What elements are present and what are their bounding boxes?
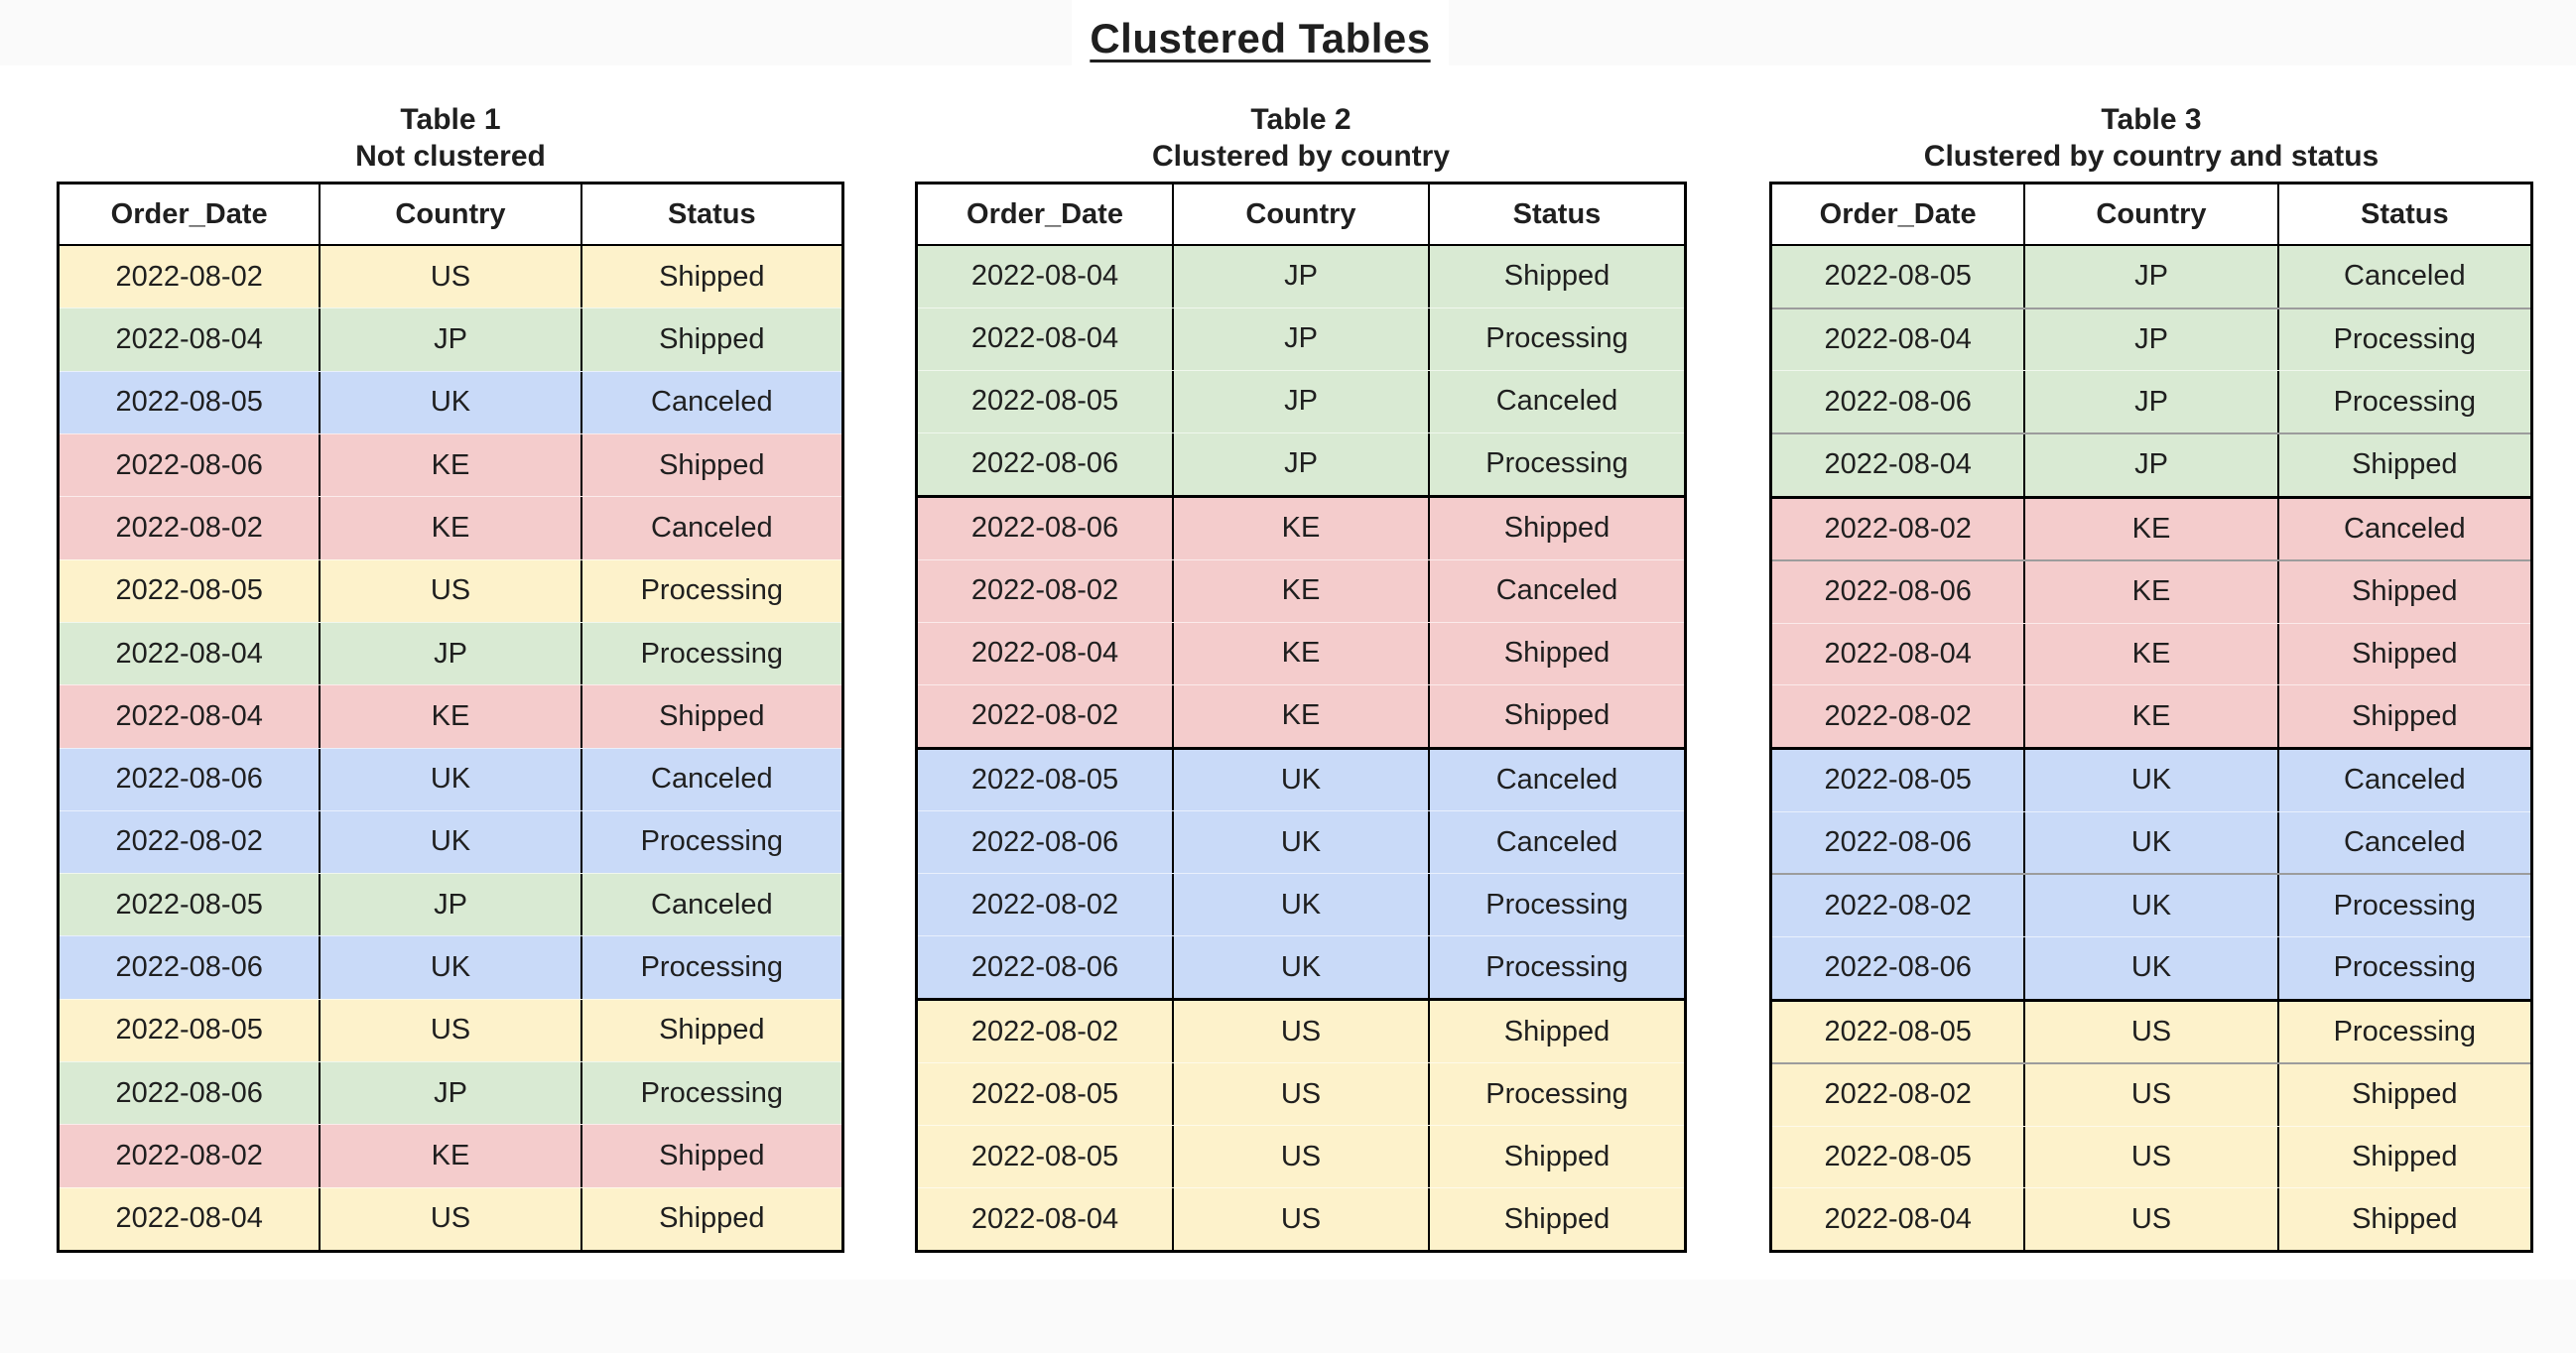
status-cell: Shipped xyxy=(2277,685,2530,747)
table-row xyxy=(1772,1187,2530,1250)
country-cell: UK xyxy=(319,811,580,873)
table-title: Table 3 xyxy=(2101,103,2202,136)
order-date-cell: 2022-08-02 xyxy=(970,574,1119,607)
status-cell: Processing xyxy=(1428,433,1684,495)
data-table xyxy=(57,182,844,1253)
column-header-country: Country xyxy=(319,184,580,244)
status-cell: Processing xyxy=(580,623,841,684)
table-row xyxy=(1772,936,2530,999)
status-cell: Canceled xyxy=(2277,246,2530,308)
column-header-order-date: Order_Date xyxy=(1819,197,1977,230)
status-cell: Shipped xyxy=(2277,1127,2530,1188)
country-cell: US xyxy=(319,560,580,622)
status-cell: Canceled xyxy=(580,749,841,810)
status-cell: Shipped xyxy=(1428,685,1684,747)
country-cell: JP xyxy=(319,1062,580,1124)
status-cell: Shipped xyxy=(2277,624,2530,685)
status-cell: Shipped xyxy=(1428,1126,1684,1187)
order-date-cell: 2022-08-02 xyxy=(970,1015,1119,1047)
table-row xyxy=(1772,1126,2530,1188)
country-cell: KE xyxy=(1172,685,1428,747)
table-row xyxy=(60,999,841,1061)
order-date-cell: 2022-08-04 xyxy=(970,260,1119,293)
order-date-cell: 2022-08-04 xyxy=(115,699,263,732)
table-row xyxy=(918,684,1684,747)
table-row xyxy=(918,1187,1684,1250)
table-row xyxy=(918,370,1684,432)
table-row xyxy=(918,308,1684,370)
page-title: Clustered Tables xyxy=(1090,15,1431,62)
table-block-1 xyxy=(57,99,844,1235)
country-cell: KE xyxy=(2023,685,2276,747)
country-cell: US xyxy=(1172,1063,1428,1125)
table-body xyxy=(1772,246,2530,1250)
status-cell: Shipped xyxy=(2277,1188,2530,1250)
order-date-cell: 2022-08-05 xyxy=(115,888,263,921)
country-cell: JP xyxy=(2023,309,2276,371)
status-cell: Shipped xyxy=(580,1125,841,1186)
table-row xyxy=(1772,684,2530,747)
country-cell: UK xyxy=(1172,811,1428,873)
order-date-cell: 2022-08-02 xyxy=(115,1140,263,1172)
status-cell: Canceled xyxy=(1428,750,1684,811)
status-cell: Shipped xyxy=(1428,623,1684,684)
status-cell: Shipped xyxy=(1428,1001,1684,1062)
table-row xyxy=(60,873,841,935)
table-row xyxy=(918,495,1684,559)
order-date-cell: 2022-08-02 xyxy=(1824,699,1972,732)
table-title: Table 1 xyxy=(400,103,501,136)
table-row xyxy=(60,684,841,747)
table-row xyxy=(1772,496,2530,560)
order-date-cell: 2022-08-02 xyxy=(970,699,1119,732)
order-date-cell: 2022-08-06 xyxy=(970,512,1119,545)
order-date-cell: 2022-08-06 xyxy=(1824,575,1972,608)
country-cell: JP xyxy=(1172,246,1428,308)
status-cell: Processing xyxy=(1428,1063,1684,1125)
country-cell: UK xyxy=(319,372,580,433)
table-block-2 xyxy=(915,99,1687,1235)
order-date-cell: 2022-08-05 xyxy=(115,574,263,607)
country-cell: US xyxy=(2023,1188,2276,1250)
table-block-3 xyxy=(1769,99,2533,1235)
table-row xyxy=(918,1062,1684,1125)
table-caption xyxy=(915,99,1687,182)
table-row xyxy=(1772,623,2530,685)
table-row xyxy=(60,1124,841,1186)
status-cell: Processing xyxy=(2277,875,2530,936)
country-cell: KE xyxy=(319,685,580,747)
country-cell: UK xyxy=(1172,750,1428,811)
status-cell: Shipped xyxy=(580,685,841,747)
table-row xyxy=(60,371,841,433)
status-cell: Processing xyxy=(580,811,841,873)
table-row xyxy=(918,622,1684,684)
order-date-cell: 2022-08-04 xyxy=(970,322,1119,355)
country-cell: JP xyxy=(319,874,580,935)
order-date-cell: 2022-08-04 xyxy=(1824,322,1972,355)
status-cell: Canceled xyxy=(580,497,841,558)
country-cell: KE xyxy=(319,497,580,558)
country-cell: UK xyxy=(1172,936,1428,998)
page-title-box xyxy=(1072,0,1449,77)
status-cell: Processing xyxy=(580,936,841,998)
status-cell: Shipped xyxy=(1428,1188,1684,1250)
order-date-cell: 2022-08-04 xyxy=(970,1202,1119,1235)
country-cell: US xyxy=(2023,1064,2276,1126)
table-caption xyxy=(1769,99,2533,182)
table-row xyxy=(918,559,1684,622)
table-body xyxy=(60,246,841,1250)
country-cell: US xyxy=(319,246,580,308)
order-date-cell: 2022-08-05 xyxy=(1824,764,1972,797)
status-cell: Shipped xyxy=(580,1000,841,1061)
country-cell: US xyxy=(2023,1127,2276,1188)
table-row xyxy=(60,810,841,873)
country-cell: KE xyxy=(2023,624,2276,685)
table-row xyxy=(60,433,841,496)
order-date-cell: 2022-08-02 xyxy=(115,511,263,544)
table-row xyxy=(918,935,1684,998)
country-cell: KE xyxy=(319,1125,580,1186)
order-date-cell: 2022-08-02 xyxy=(115,260,263,293)
country-cell: UK xyxy=(319,936,580,998)
country-cell: KE xyxy=(1172,560,1428,622)
country-cell: US xyxy=(1172,1001,1428,1062)
status-cell: Processing xyxy=(1428,308,1684,370)
column-header-country: Country xyxy=(2023,184,2276,244)
status-cell: Canceled xyxy=(580,372,841,433)
table-subtitle: Clustered by country xyxy=(1151,140,1451,173)
status-cell: Shipped xyxy=(580,308,841,370)
order-date-cell: 2022-08-06 xyxy=(970,825,1119,858)
table-row xyxy=(60,496,841,558)
order-date-cell: 2022-08-05 xyxy=(1824,1141,1972,1173)
country-cell: JP xyxy=(1172,371,1428,432)
order-date-cell: 2022-08-04 xyxy=(1824,448,1972,481)
table-row xyxy=(918,873,1684,935)
status-cell: Processing xyxy=(580,560,841,622)
country-cell: UK xyxy=(2023,812,2276,874)
country-cell: US xyxy=(319,1000,580,1061)
table-row xyxy=(60,622,841,684)
country-cell: KE xyxy=(1172,623,1428,684)
order-date-cell: 2022-08-05 xyxy=(970,1077,1119,1110)
status-cell: Canceled xyxy=(580,874,841,935)
status-cell: Processing xyxy=(580,1062,841,1124)
status-cell: Shipped xyxy=(1428,246,1684,308)
table-row xyxy=(60,1061,841,1124)
status-cell: Shipped xyxy=(580,434,841,496)
country-cell: KE xyxy=(319,434,580,496)
country-cell: US xyxy=(319,1188,580,1250)
country-cell: UK xyxy=(2023,875,2276,936)
order-date-cell: 2022-08-04 xyxy=(115,637,263,670)
table-title: Table 2 xyxy=(1250,103,1352,136)
order-date-cell: 2022-08-06 xyxy=(970,447,1119,480)
country-cell: JP xyxy=(1172,308,1428,370)
order-date-cell: 2022-08-06 xyxy=(115,1076,263,1109)
order-date-cell: 2022-08-04 xyxy=(1824,1202,1972,1235)
status-cell: Shipped xyxy=(1428,498,1684,559)
status-cell: Shipped xyxy=(2277,1064,2530,1126)
table-subtitle: Not clustered xyxy=(355,140,546,173)
order-date-cell: 2022-08-06 xyxy=(1824,825,1972,858)
order-date-cell: 2022-08-06 xyxy=(1824,385,1972,418)
order-date-cell: 2022-08-04 xyxy=(115,322,263,355)
order-date-cell: 2022-08-04 xyxy=(970,637,1119,670)
country-cell: JP xyxy=(1172,433,1428,495)
country-cell: UK xyxy=(2023,750,2276,811)
status-cell: Shipped xyxy=(580,1188,841,1250)
table-row xyxy=(918,1125,1684,1187)
status-cell: Shipped xyxy=(2277,434,2530,496)
status-cell: Processing xyxy=(2277,937,2530,999)
country-cell: JP xyxy=(319,308,580,370)
order-date-cell: 2022-08-02 xyxy=(1824,889,1972,922)
table-row xyxy=(1772,308,2530,371)
order-date-cell: 2022-08-02 xyxy=(970,888,1119,921)
status-cell: Canceled xyxy=(1428,560,1684,622)
country-cell: KE xyxy=(1172,498,1428,559)
status-cell: Processing xyxy=(1428,874,1684,935)
country-cell: US xyxy=(1172,1188,1428,1250)
table-row xyxy=(1772,246,2530,308)
table-row xyxy=(60,559,841,622)
status-cell: Shipped xyxy=(2277,561,2530,623)
column-header-status: Status xyxy=(1428,184,1684,244)
country-cell: UK xyxy=(1172,874,1428,935)
status-cell: Canceled xyxy=(2277,499,2530,560)
table-row xyxy=(60,1187,841,1250)
order-date-cell: 2022-08-05 xyxy=(970,1140,1119,1172)
country-cell: KE xyxy=(2023,561,2276,623)
table-subtitle: Clustered by country and status xyxy=(1923,140,2380,173)
status-cell: Processing xyxy=(2277,371,2530,432)
order-date-cell: 2022-08-05 xyxy=(115,386,263,419)
table-row xyxy=(918,432,1684,495)
status-cell: Canceled xyxy=(1428,371,1684,432)
country-cell: KE xyxy=(2023,499,2276,560)
table-header-row xyxy=(918,184,1684,246)
table-row xyxy=(1772,1062,2530,1126)
table-row xyxy=(60,935,841,998)
country-cell: UK xyxy=(319,749,580,810)
table-row xyxy=(918,810,1684,873)
order-date-cell: 2022-08-02 xyxy=(1824,512,1972,545)
order-date-cell: 2022-08-05 xyxy=(970,763,1119,796)
table-row xyxy=(918,998,1684,1062)
column-header-status: Status xyxy=(2277,184,2530,244)
status-cell: Canceled xyxy=(2277,750,2530,811)
table-row xyxy=(1772,370,2530,432)
table-row xyxy=(60,308,841,370)
order-date-cell: 2022-08-02 xyxy=(115,825,263,858)
table-caption xyxy=(57,99,844,182)
status-cell: Processing xyxy=(1428,936,1684,998)
column-header-country: Country xyxy=(1172,184,1428,244)
order-date-cell: 2022-08-05 xyxy=(1824,260,1972,293)
table-row xyxy=(1772,432,2530,496)
country-cell: US xyxy=(1172,1126,1428,1187)
order-date-cell: 2022-08-05 xyxy=(1824,1015,1972,1047)
column-header-order-date: Order_Date xyxy=(110,197,268,230)
country-cell: UK xyxy=(2023,937,2276,999)
table-row xyxy=(1772,747,2530,811)
order-date-cell: 2022-08-06 xyxy=(115,763,263,796)
order-date-cell: 2022-08-04 xyxy=(1824,638,1972,671)
table-row xyxy=(918,747,1684,811)
order-date-cell: 2022-08-06 xyxy=(115,951,263,984)
table-row xyxy=(1772,559,2530,623)
column-header-status: Status xyxy=(580,184,841,244)
order-date-cell: 2022-08-06 xyxy=(1824,951,1972,984)
table-header-row xyxy=(60,184,841,246)
country-cell: US xyxy=(2023,1002,2276,1063)
table-row xyxy=(60,246,841,308)
order-date-cell: 2022-08-05 xyxy=(970,385,1119,418)
order-date-cell: 2022-08-04 xyxy=(115,1202,263,1235)
status-cell: Processing xyxy=(2277,1002,2530,1063)
table-row xyxy=(1772,999,2530,1063)
country-cell: JP xyxy=(2023,371,2276,432)
order-date-cell: 2022-08-05 xyxy=(115,1014,263,1046)
table-body xyxy=(918,246,1684,1250)
bottom-strip xyxy=(0,1280,2576,1353)
country-cell: JP xyxy=(2023,246,2276,308)
country-cell: JP xyxy=(319,623,580,684)
status-cell: Canceled xyxy=(1428,811,1684,873)
table-header-row xyxy=(1772,184,2530,246)
status-cell: Shipped xyxy=(580,246,841,308)
status-cell: Canceled xyxy=(2277,812,2530,874)
order-date-cell: 2022-08-02 xyxy=(1824,1078,1972,1111)
table-row xyxy=(918,246,1684,308)
column-header-order-date: Order_Date xyxy=(966,197,1123,230)
data-table xyxy=(915,182,1687,1253)
order-date-cell: 2022-08-06 xyxy=(970,950,1119,983)
table-row xyxy=(1772,811,2530,874)
country-cell: JP xyxy=(2023,434,2276,496)
order-date-cell: 2022-08-06 xyxy=(115,448,263,481)
status-cell: Processing xyxy=(2277,309,2530,371)
table-row xyxy=(60,748,841,810)
data-table xyxy=(1769,182,2533,1253)
table-row xyxy=(1772,873,2530,936)
